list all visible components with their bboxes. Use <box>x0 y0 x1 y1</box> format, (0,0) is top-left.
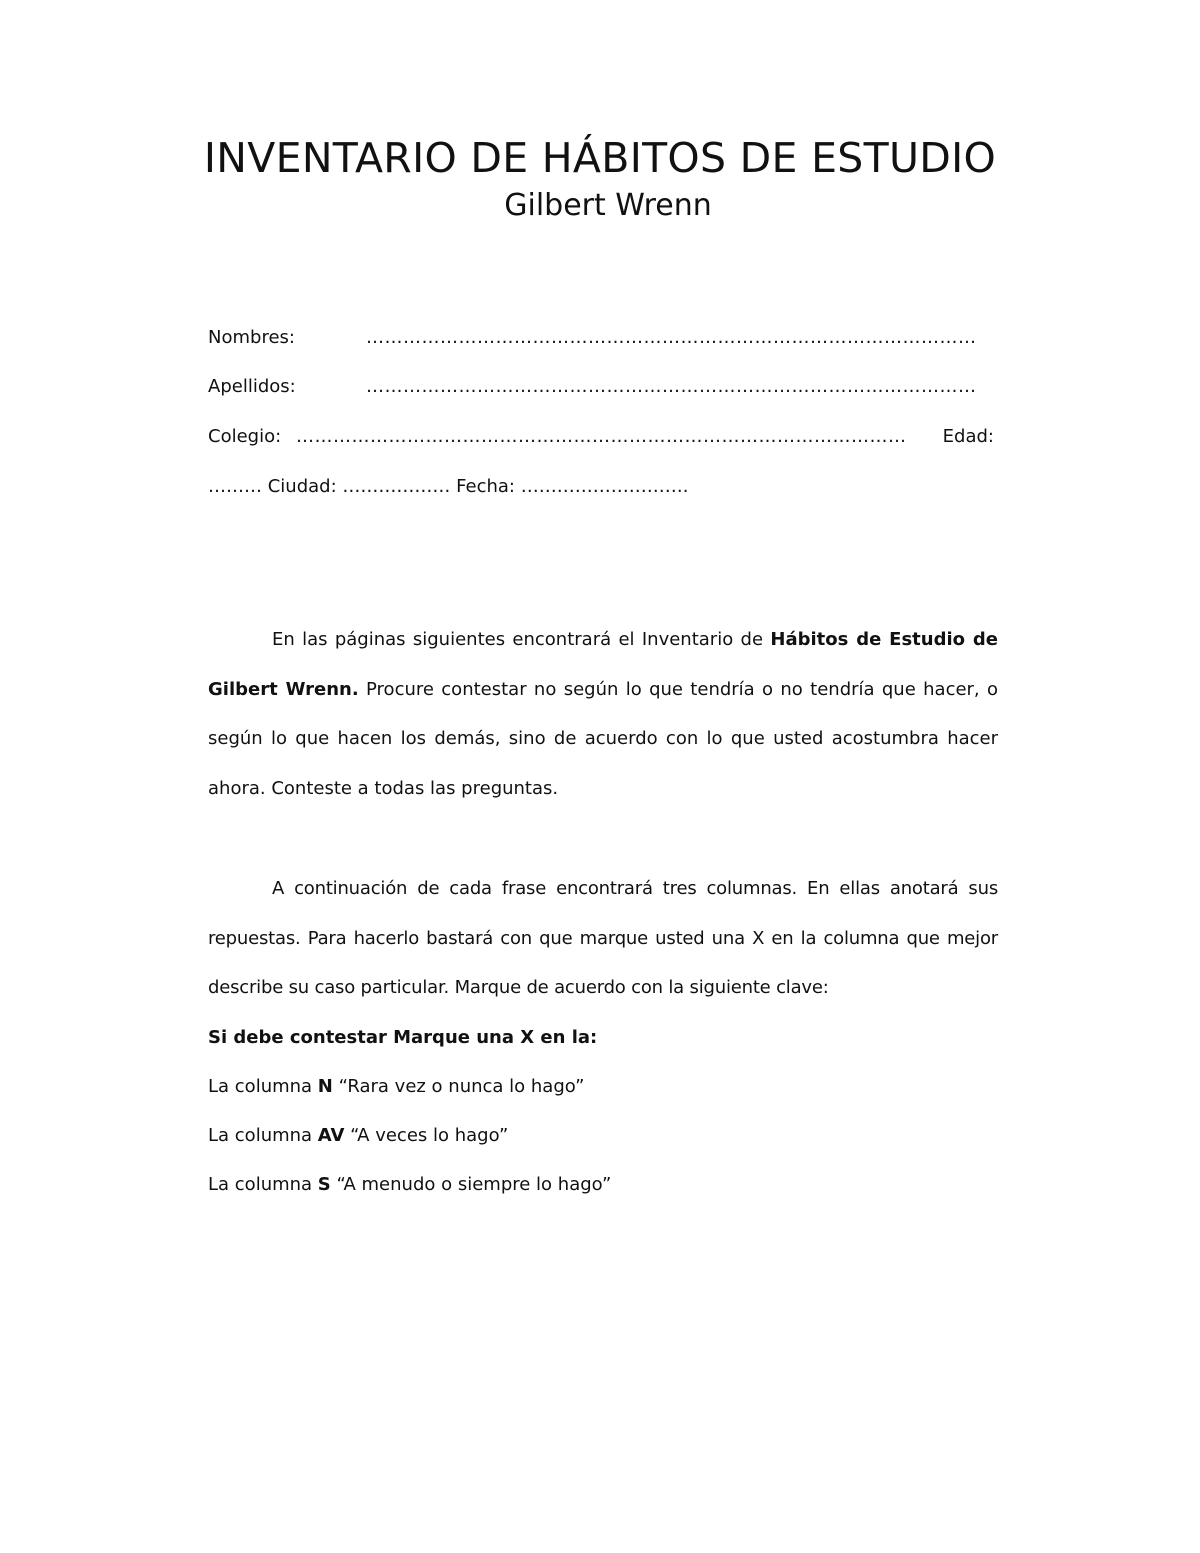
ciudad-fecha-line[interactable] <box>208 475 998 499</box>
key-item-av: La columna AV “A veces lo hago” <box>208 1125 509 1146</box>
ciudad-label: Ciudad: <box>267 476 337 497</box>
instructions-text: A continuación de cada frase encontrará tres columnas. En ellas anotará sus repuestas. Para hacerlo bastará con que marque usted una X en la columna que mejor describe su caso particular. Marque de acuerdo con la siguiente clave: <box>208 878 998 998</box>
instructions-paragraph <box>208 864 998 1013</box>
key-code-av: AV <box>317 1125 345 1146</box>
intro-bold-text: Hábitos de Estudio de Gilbert Wrenn. <box>208 629 998 700</box>
colegio-dots: ……………………………………………………………………………………… <box>296 426 907 447</box>
ciudad-dots: ……………… <box>342 476 451 497</box>
apellidos-line[interactable] <box>208 375 998 399</box>
edad-dots: ……… <box>208 476 262 497</box>
fecha-label: Fecha: <box>456 476 515 497</box>
key-code-s: S <box>317 1174 331 1195</box>
nombres-line[interactable] <box>208 326 998 350</box>
fecha-dots: ………………………. <box>520 476 689 497</box>
intro-paragraph <box>208 615 998 813</box>
colegio-edad-line[interactable] <box>208 425 998 449</box>
document-author: Gilbert Wrenn <box>504 188 712 223</box>
intro-text-1: En las páginas siguientes encontrará el Inventario de <box>272 629 771 650</box>
key-heading: Si debe contestar Marque una X en la: <box>208 1027 598 1048</box>
key-item-s: La columna S “A menudo o siempre lo hago” <box>208 1174 612 1195</box>
apellidos-label: Apellidos: <box>208 376 296 397</box>
apellidos-dots: ……………………………………………………………………………………… <box>366 376 977 397</box>
edad-label: Edad: <box>942 426 994 447</box>
nombres-label: Nombres: <box>208 327 295 348</box>
nombres-dots: ……………………………………………………………………………………… <box>366 327 977 348</box>
colegio-label: Colegio: <box>208 426 282 447</box>
intro-text-2: Procure contestar no según lo que tendría o no tendría que hacer, o según lo que hacen los demás, sino de acuerdo con lo que usted acostumbra hacer ahora. Conteste a todas las preguntas. <box>208 678 999 799</box>
key-code-n: N <box>317 1076 333 1097</box>
document-title: INVENTARIO DE HÁBITOS DE ESTUDIO <box>203 134 997 182</box>
key-item-n: La columna N “Rara vez o nunca lo hago” <box>208 1076 585 1097</box>
